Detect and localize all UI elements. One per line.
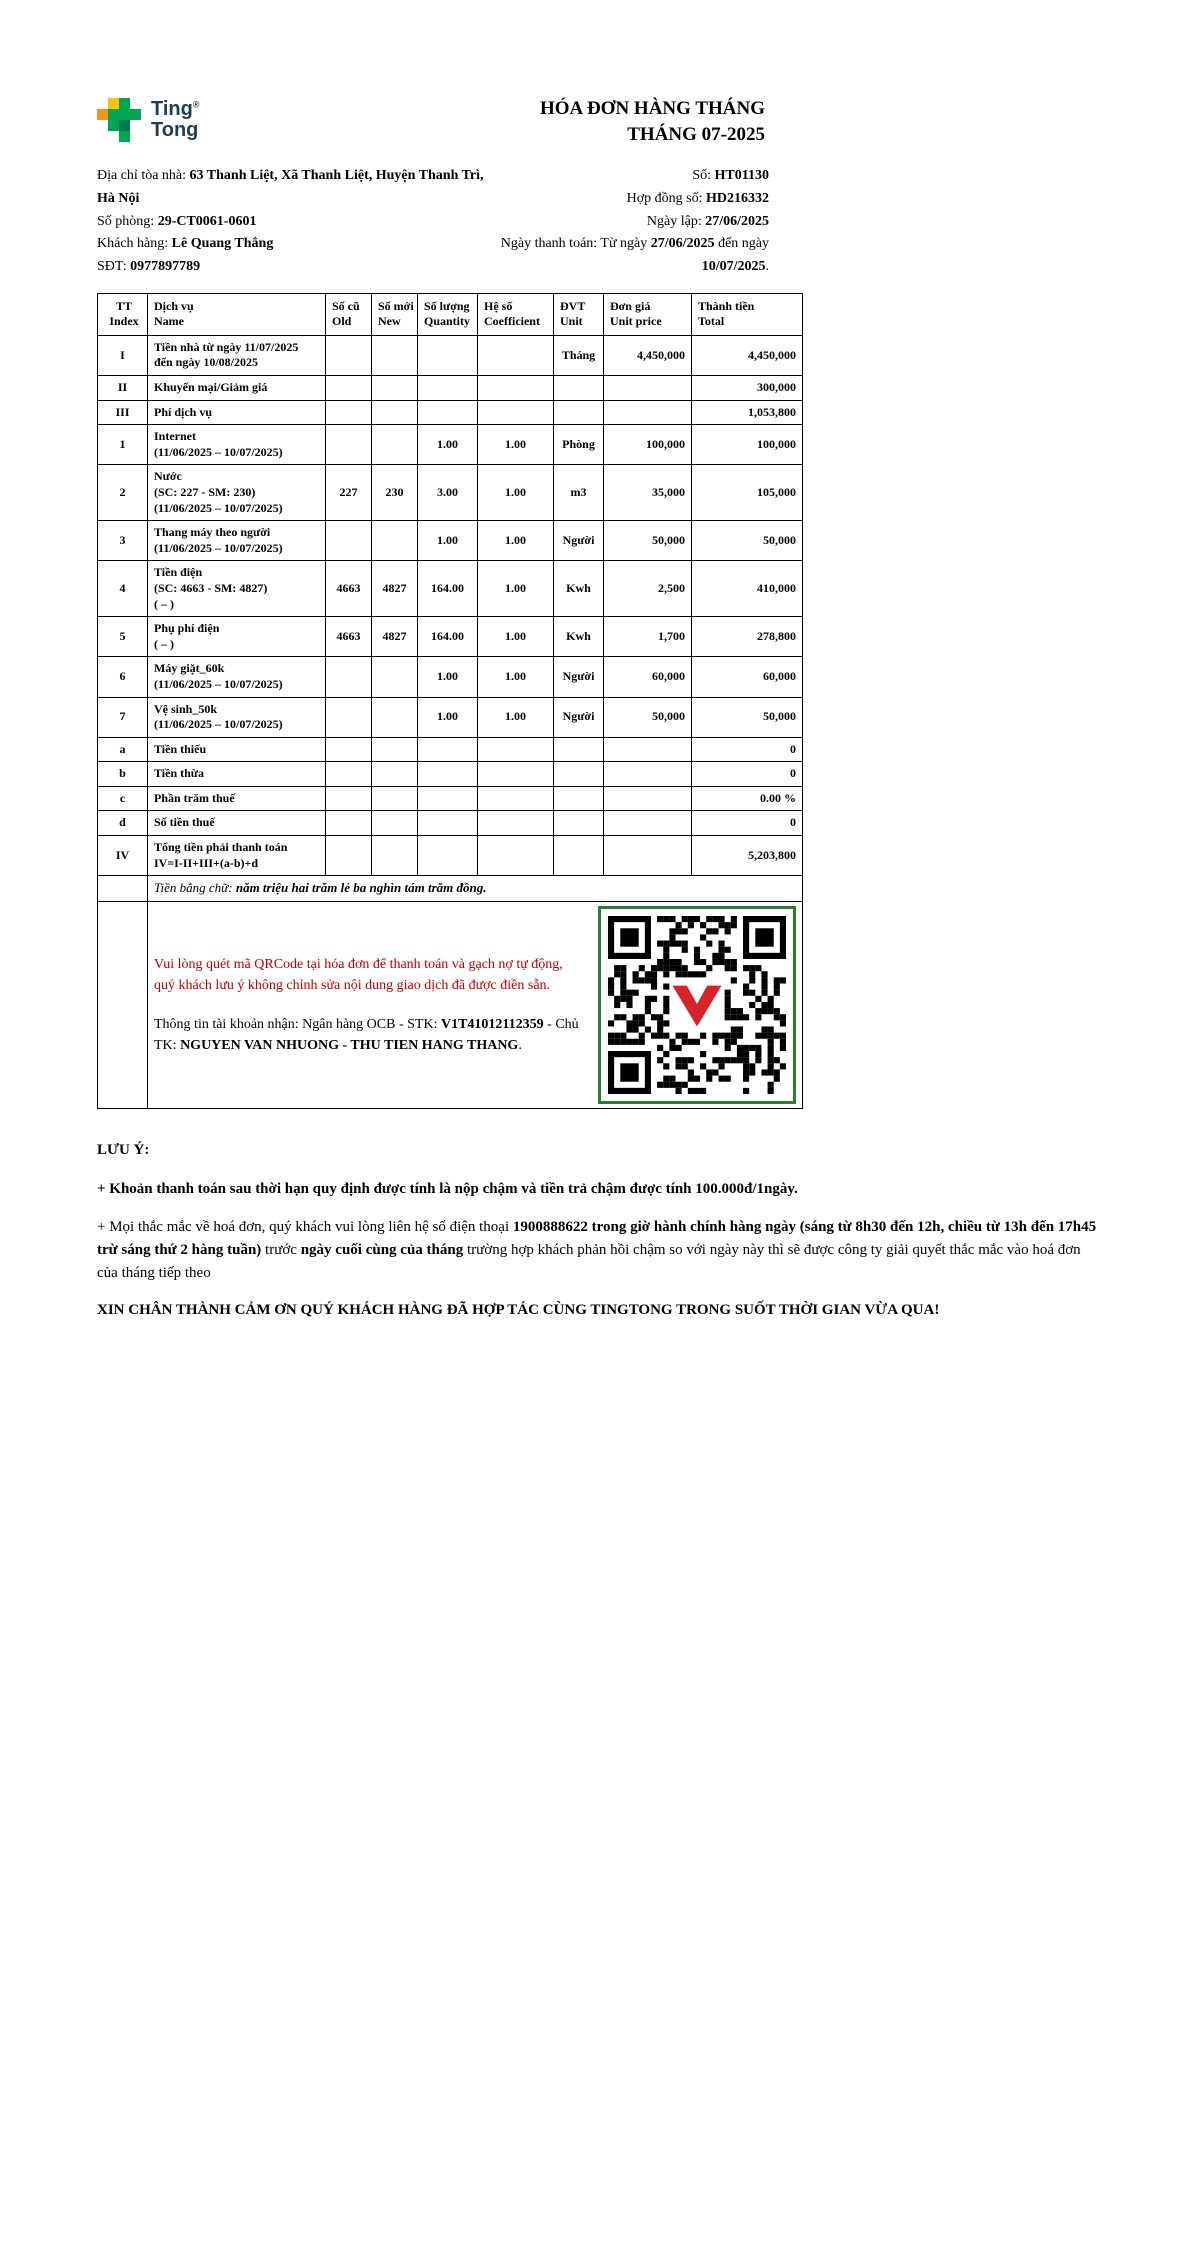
cell-index: 1 <box>98 425 148 465</box>
cell-price <box>604 400 692 425</box>
cell-coef <box>478 376 554 401</box>
cell-total: 105,000 <box>692 465 803 521</box>
cell-qty: 3.00 <box>418 465 478 521</box>
cell-unit <box>554 836 604 876</box>
table-row <box>98 786 803 811</box>
cell-index: IV <box>98 836 148 876</box>
cell-coef <box>478 762 554 787</box>
customer-info <box>97 165 495 278</box>
payment-period-line: Ngày thanh toán: Từ ngày 27/06/2025 đến ngày 10/07/2025. <box>500 236 769 274</box>
invoice-table <box>97 293 803 1110</box>
invoice-meta <box>495 165 769 278</box>
cell-price: 50,000 <box>604 521 692 561</box>
notes-heading: LƯU Ý: <box>97 1142 150 1159</box>
cell-coef <box>478 400 554 425</box>
cell-name: Phụ phí điện ( – ) <box>148 617 326 657</box>
cell-coef: 1.00 <box>478 697 554 737</box>
table-row <box>98 561 803 617</box>
cell-coef: 1.00 <box>478 617 554 657</box>
cell-qty <box>418 737 478 762</box>
cell-price: 100,000 <box>604 425 692 465</box>
cell-new <box>372 657 418 697</box>
cell-old: 4663 <box>326 617 372 657</box>
cell-new: 4827 <box>372 617 418 657</box>
cell-old <box>326 425 372 465</box>
cell-qty: 164.00 <box>418 561 478 617</box>
cell-name: Tiền điện (SC: 4663 - SM: 4827) ( – ) <box>148 561 326 617</box>
cell-price: 4,450,000 <box>604 335 692 375</box>
cell-old <box>326 786 372 811</box>
cell-coef <box>478 737 554 762</box>
invoice-table-head-row <box>98 293 803 335</box>
cell-name: Tiền nhà từ ngày 11/07/2025 đến ngày 10/08/2025 <box>148 335 326 375</box>
cell-total: 1,053,800 <box>692 400 803 425</box>
invoice-info <box>97 165 769 278</box>
empty-index-cell <box>98 902 148 1109</box>
cell-total: 4,450,000 <box>692 335 803 375</box>
cell-unit <box>554 811 604 836</box>
cell-index: 7 <box>98 697 148 737</box>
cell-price: 35,000 <box>604 465 692 521</box>
qr-account-info: Thông tin tài khoản nhận: Ngân hàng OCB - STK: V1T41012112359 - Chủ TK: NGUYEN VAN NHUONG - THU TIEN HANG THANG. <box>154 1017 579 1054</box>
cell-qty: 1.00 <box>418 657 478 697</box>
cell-total: 0.00 % <box>692 786 803 811</box>
cell-qty: 1.00 <box>418 521 478 561</box>
customer-name-line: Khách hàng: Lê Quang Thắng <box>97 236 274 252</box>
cell-total: 0 <box>692 737 803 762</box>
column-header: Thành tiền Total <box>692 293 803 335</box>
cell-price <box>604 786 692 811</box>
tingtong-logo-icon <box>97 98 141 142</box>
table-row <box>98 762 803 787</box>
cell-qty: 1.00 <box>418 697 478 737</box>
table-row <box>98 737 803 762</box>
cell-name: Phí dịch vụ <box>148 400 326 425</box>
cell-unit <box>554 762 604 787</box>
cell-total: 0 <box>692 762 803 787</box>
column-header: Số cũ Old <box>326 293 372 335</box>
amount-in-words-row <box>98 876 803 902</box>
table-row <box>98 836 803 876</box>
cell-coef: 1.00 <box>478 657 554 697</box>
cell-price: 50,000 <box>604 697 692 737</box>
qr-row <box>98 902 803 1109</box>
amount-in-words: Tiền bằng chữ: năm triệu hai trăm lẻ ba nghìn tám trăm đồng. <box>148 876 803 902</box>
cell-price <box>604 376 692 401</box>
cell-qty <box>418 400 478 425</box>
cell-unit <box>554 400 604 425</box>
cell-index: 4 <box>98 561 148 617</box>
cell-total: 50,000 <box>692 697 803 737</box>
cell-coef: 1.00 <box>478 465 554 521</box>
cell-qty <box>418 811 478 836</box>
cell-coef: 1.00 <box>478 521 554 561</box>
qr-code <box>598 906 796 1104</box>
cell-new <box>372 762 418 787</box>
cell-name: Tiền thừa <box>148 762 326 787</box>
cell-old <box>326 762 372 787</box>
cell-old: 227 <box>326 465 372 521</box>
cell-qty <box>418 786 478 811</box>
cell-index: 3 <box>98 521 148 561</box>
cell-unit: Người <box>554 697 604 737</box>
cell-unit: Kwh <box>554 617 604 657</box>
tingtong-logo <box>97 92 200 147</box>
cell-qty <box>418 376 478 401</box>
cell-new <box>372 400 418 425</box>
cell-price <box>604 737 692 762</box>
invoice-footer <box>97 1139 1105 1323</box>
late-payment-note: + Khoản thanh toán sau thời hạn quy định được tính là nộp chậm và tiền trả chậm được tính 100.000đ/1ngày. <box>97 1181 798 1198</box>
cell-old <box>326 400 372 425</box>
cell-qty: 164.00 <box>418 617 478 657</box>
cell-total: 5,203,800 <box>692 836 803 876</box>
invoice-table-body <box>98 335 803 875</box>
document-title: HÓA ĐƠN HÀNG THÁNG THÁNG 07-2025 <box>539 98 765 145</box>
qr-texts <box>154 954 584 1056</box>
table-row <box>98 376 803 401</box>
cell-new <box>372 335 418 375</box>
cell-qty <box>418 335 478 375</box>
cell-new: 4827 <box>372 561 418 617</box>
cell-total: 50,000 <box>692 521 803 561</box>
table-row <box>98 697 803 737</box>
table-row <box>98 811 803 836</box>
cell-new <box>372 811 418 836</box>
cell-new <box>372 697 418 737</box>
table-row <box>98 465 803 521</box>
cell-name: Khuyến mại/Giảm giá <box>148 376 326 401</box>
cell-name: Tổng tiền phải thanh toán IV=I-II+III+(a-b)+d <box>148 836 326 876</box>
cell-old <box>326 657 372 697</box>
cell-index: II <box>98 376 148 401</box>
column-header: Đơn giá Unit price <box>604 293 692 335</box>
cell-name: Nước (SC: 227 - SM: 230) (11/06/2025 – 10/07/2025) <box>148 465 326 521</box>
cell-index: d <box>98 811 148 836</box>
tingtong-logo-text <box>151 99 200 140</box>
cell-total: 100,000 <box>692 425 803 465</box>
cell-old <box>326 811 372 836</box>
cell-unit: Kwh <box>554 561 604 617</box>
cell-old <box>326 335 372 375</box>
cell-coef: 1.00 <box>478 561 554 617</box>
table-row <box>98 335 803 375</box>
brand-word-tong: Tong <box>151 118 199 141</box>
cell-old <box>326 836 372 876</box>
cell-index: b <box>98 762 148 787</box>
cell-price: 1,700 <box>604 617 692 657</box>
registered-mark: ® <box>192 99 200 110</box>
cell-qty: 1.00 <box>418 425 478 465</box>
cell-unit <box>554 786 604 811</box>
cell-total: 410,000 <box>692 561 803 617</box>
cell-unit: m3 <box>554 465 604 521</box>
cell-coef <box>478 786 554 811</box>
column-header: ĐVT Unit <box>554 293 604 335</box>
column-header: Hệ số Coefficient <box>478 293 554 335</box>
cell-price: 2,500 <box>604 561 692 617</box>
cell-old: 4663 <box>326 561 372 617</box>
cell-new <box>372 786 418 811</box>
thank-you-note: XIN CHÂN THÀNH CẢM ƠN QUÝ KHÁCH HÀNG ĐÃ HỢP TÁC CÙNG TINGTONG TRONG SUỐT THỜI GIAN VỪA QUA! <box>97 1302 940 1319</box>
cell-coef <box>478 811 554 836</box>
cell-unit <box>554 737 604 762</box>
cell-coef <box>478 335 554 375</box>
cell-unit: Phòng <box>554 425 604 465</box>
cell-price <box>604 762 692 787</box>
issue-date-line: Ngày lập: 27/06/2025 <box>646 213 769 229</box>
cell-unit: Người <box>554 521 604 561</box>
cell-index: a <box>98 737 148 762</box>
brand-word-ting: Ting <box>151 98 193 121</box>
hotline-note: + Mọi thắc mắc về hoá đơn, quý khách vui lòng liên hệ số điện thoại 1900888622 trong giờ hành chính hàng ngày (sáng từ 8h30 đến 12h, chiều từ 13h đến 17h45 trừ sáng thứ 2 hàng tuần) trước ngày cuối cùng của tháng trường hợp khách phản hồi chậm so với ngày này thì sẽ được công ty giải quyết thắc mắc vào hoá đơn của tháng tiếp theo <box>97 1218 1097 1282</box>
invoice-number-line: Số: HT01130 <box>692 168 769 184</box>
cell-name: Internet (11/06/2025 – 10/07/2025) <box>148 425 326 465</box>
invoice-table-special <box>98 876 803 1109</box>
vietqr-v-logo <box>672 986 721 1027</box>
building-address-line: Địa chỉ tòa nhà: 63 Thanh Liệt, Xã Thanh Liệt, Huyện Thanh Trì, Hà Nội <box>97 168 484 206</box>
cell-price <box>604 836 692 876</box>
cell-index: I <box>98 335 148 375</box>
cell-qty <box>418 762 478 787</box>
phone-line: SĐT: 0977897789 <box>97 258 201 274</box>
cell-coef: 1.00 <box>478 425 554 465</box>
cell-index: 6 <box>98 657 148 697</box>
cell-total: 278,800 <box>692 617 803 657</box>
cell-name: Vệ sinh_50k (11/06/2025 – 10/07/2025) <box>148 697 326 737</box>
column-header: TT Index <box>98 293 148 335</box>
cell-name: Máy giặt_60k (11/06/2025 – 10/07/2025) <box>148 657 326 697</box>
qr-payment-note: Vui lòng quét mã QRCode tại hóa đơn để thanh toán và gạch nợ tự động, quý khách lưu ý không chỉnh sửa nội dung giao dịch đã được điền sẵn. <box>154 957 563 994</box>
invoice-header <box>97 92 765 147</box>
empty-index-cell <box>98 876 148 902</box>
cell-unit: Người <box>554 657 604 697</box>
cell-total: 300,000 <box>692 376 803 401</box>
cell-total: 60,000 <box>692 657 803 697</box>
cell-new <box>372 425 418 465</box>
cell-price <box>604 811 692 836</box>
cell-old <box>326 376 372 401</box>
cell-total: 0 <box>692 811 803 836</box>
cell-new <box>372 737 418 762</box>
cell-new <box>372 376 418 401</box>
cell-old <box>326 697 372 737</box>
cell-name: Thang máy theo người (11/06/2025 – 10/07/2025) <box>148 521 326 561</box>
cell-price: 60,000 <box>604 657 692 697</box>
cell-coef <box>478 836 554 876</box>
cell-qty <box>418 836 478 876</box>
cell-index: 2 <box>98 465 148 521</box>
contract-number-line: Hợp đồng số: HD216332 <box>626 190 769 206</box>
table-row <box>98 657 803 697</box>
cell-name: Phần trăm thuế <box>148 786 326 811</box>
table-row <box>98 521 803 561</box>
cell-unit <box>554 376 604 401</box>
table-row <box>98 617 803 657</box>
column-header: Dịch vụ Name <box>148 293 326 335</box>
cell-unit: Tháng <box>554 335 604 375</box>
cell-old <box>326 737 372 762</box>
cell-index: c <box>98 786 148 811</box>
cell-name: Tiền thiếu <box>148 737 326 762</box>
column-header: Số mới New <box>372 293 418 335</box>
table-row <box>98 400 803 425</box>
qr-section <box>154 906 796 1104</box>
cell-old <box>326 521 372 561</box>
table-row <box>98 425 803 465</box>
cell-new <box>372 836 418 876</box>
cell-index: 5 <box>98 617 148 657</box>
cell-new <box>372 521 418 561</box>
cell-new: 230 <box>372 465 418 521</box>
cell-name: Số tiền thuế <box>148 811 326 836</box>
room-number-line: Số phòng: 29-CT0061-0601 <box>97 213 257 229</box>
cell-index: III <box>98 400 148 425</box>
column-header: Số lượng Quantity <box>418 293 478 335</box>
